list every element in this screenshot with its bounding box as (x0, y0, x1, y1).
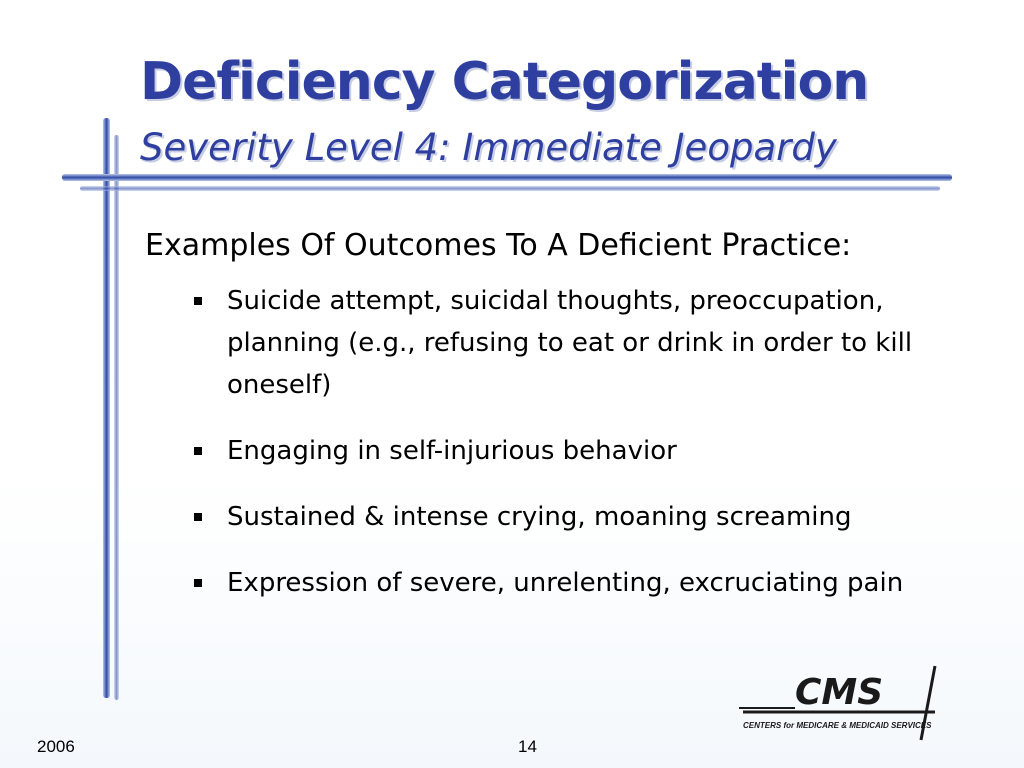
slide-title: Deficiency Categorization (140, 52, 869, 112)
bullet-list (192, 280, 992, 628)
list-item (192, 496, 992, 538)
bullet-text: Expression of severe, unrelenting, excruciating pain (227, 568, 904, 598)
bullet-square-icon (194, 297, 202, 305)
decorative-horizontal-line-shadow (80, 186, 940, 191)
cms-logo (735, 662, 955, 742)
list-item (192, 280, 992, 406)
decorative-vertical-line-shadow (114, 135, 119, 700)
bullet-square-icon (194, 513, 202, 521)
bullet-square-icon (194, 447, 202, 455)
bullet-text: Engaging in self-injurious behavior (227, 436, 677, 466)
page-number: 14 (518, 737, 537, 756)
bullet-text: Sustained & intense crying, moaning screaming (227, 502, 852, 532)
footer-year: 2006 (37, 737, 75, 756)
list-item (192, 562, 992, 604)
slide-subtitle: Severity Level 4: Immediate Jeopardy (140, 126, 837, 169)
intro-text: Examples Of Outcomes To A Deficient Practice: (145, 228, 852, 263)
logo-wordmark: CMS (795, 672, 884, 713)
decorative-vertical-line (103, 118, 110, 698)
decorative-horizontal-line (62, 174, 952, 181)
bullet-square-icon (194, 579, 202, 587)
list-item (192, 430, 992, 472)
logo-tagline: CENTERS for MEDICARE & MEDICAID SERVICES (743, 721, 932, 730)
bullet-text: Suicide attempt, suicidal thoughts, preoccupation, planning (e.g., refusing to eat or drink in order to kill oneself) (227, 286, 913, 400)
